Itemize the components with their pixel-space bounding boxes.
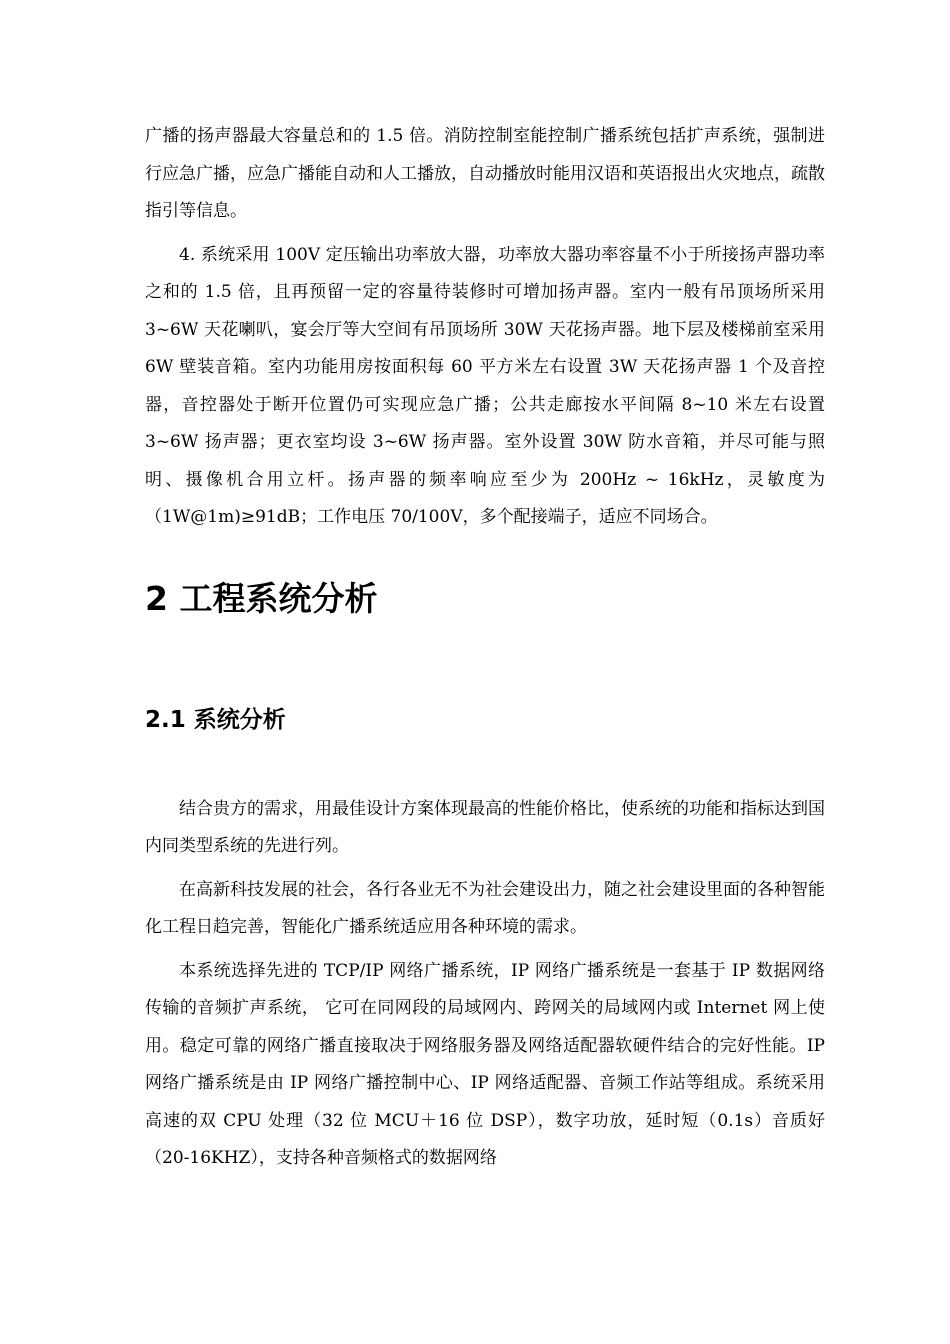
paragraph-ip-broadcast-system: 本系统选择先进的 TCP/IP 网络广播系统，IP 网络广播系统是一套基于 IP 数据网络传输的音频扩声系统， 它可在同网段的局域网内、跨网关的局域网内或 Internet 网上使用。稳定可靠的网络广播直接取决于网络服务器及网络适配器软硬件结合的完好性能。IP 网络广播系统是由 IP 网络广播控制中心、IP 网络适配器、音频工作站等组成。系统采用高速的双 CPU 处理（32 位 MCU＋16 位 DSP），数字功放，延时短（0.1s）音质好（20-16KHZ），支持各种音频格式的数据网络 — [145, 960, 825, 1168]
paragraph-broadcast-capacity: 广播的扬声器最大容量总和的 1.5 倍。消防控制室能控制广播系统包括扩声系统，强制进行应急广播，应急广播能自动和人工播放，自动播放时能用汉语和英语报出火灾地点，疏散指引等信息。 — [145, 126, 825, 221]
chapter-heading: 2 工程系统分析 — [145, 578, 378, 618]
paragraph-amplifier-spec: 4. 系统采用 100V 定压输出功率放大器，功率放大器功率容量不小于所接扬声器功率之和的 1.5 倍，且再预留一定的容量待装修时可增加扬声器。室内一般有吊顶场所采用 3~6W 天花喇叭，宴会厅等大空间有吊顶场所 30W 天花扬声器。地下层及楼梯前室采用 6W 壁装音箱。室内功能用房按面积每 60 平方米左右设置 3W 天花扬声器 1 个及音控器，音控器处于断开位置仍可实现应急广播；公共走廊按水平间隔 8~10 米左右设置 3~6W 扬声器；更衣室均设 3~6W 扬声器。室外设置 30W 防水音箱，并尽可能与照明、摄像机合用立杆。扬声器的频率响应至少为 200Hz ~ 16kHz，灵敏度为（1W@1m)≥91dB；工作电压 70/100V，多个配接端子，适应不同场合。 — [145, 244, 825, 527]
paragraph-intelligent-broadcast: 在高新科技发展的社会，各行各业无不为社会建设出力，随之社会建设里面的各种智能化工程日趋完善，智能化广播系统适应用各种环境的需求。 — [145, 879, 825, 937]
document-body — [145, 118, 825, 1178]
paragraph-design-goal: 结合贵方的需求，用最佳设计方案体现最高的性能价格比，使系统的功能和指标达到国内同类型系统的先进行列。 — [145, 798, 825, 856]
section-heading: 2.1 系统分析 — [145, 706, 286, 733]
